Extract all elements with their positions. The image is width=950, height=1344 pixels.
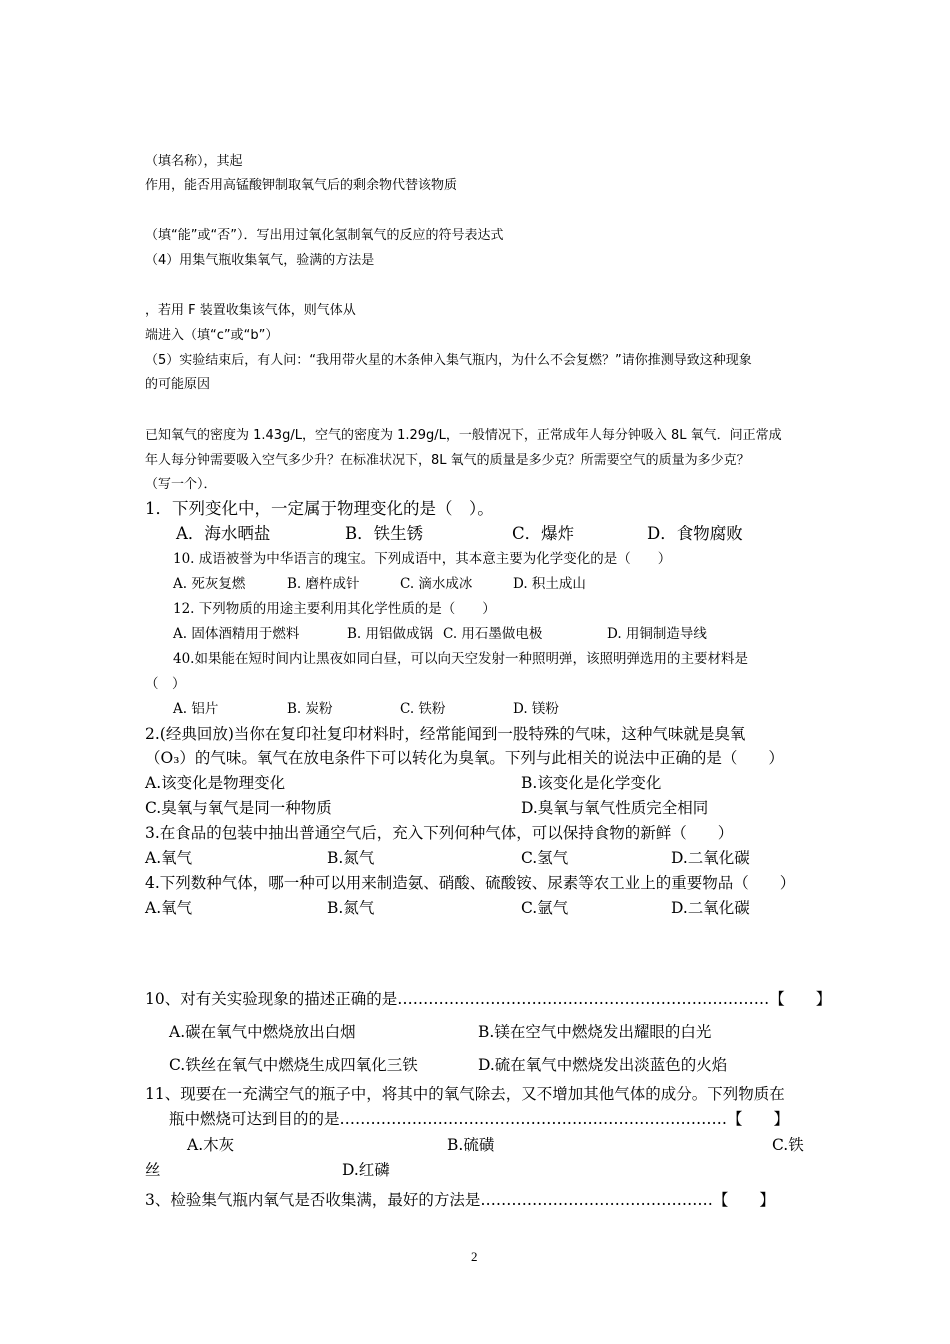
text-line: （4）用集气瓶收集氧气，验满的方法是 bbox=[145, 253, 375, 268]
option-b: B.氮气 bbox=[327, 899, 375, 917]
option-b: B. 用铝做成锅 bbox=[347, 626, 434, 642]
text-line: （填“能”或“否”）．写出用过氧化氢制氧气的反应的符号表达式 bbox=[145, 228, 504, 243]
option-c: C. 铁粉 bbox=[400, 701, 446, 717]
question-11: 11、现要在一充满空气的瓶子中，将其中的氧气除去，又不增加其他气体的成分。下列物质在 bbox=[145, 1085, 785, 1103]
option-c-continued: 丝 bbox=[145, 1161, 161, 1179]
text-line: （5）实验结束后，有人问：“我用带火星的木条伸入集气瓶内，为什么不会复燃？”请你推测导致这种现象 bbox=[145, 353, 752, 368]
option-a: A．海水晒盐 bbox=[176, 524, 271, 543]
text-line: 作用，能否用高锰酸钾制取氧气后的剩余物代替该物质 bbox=[145, 178, 458, 193]
option-c: C．爆炸 bbox=[512, 524, 575, 543]
question-1: 1．下列变化中，一定属于物理变化的是（ ）。 bbox=[145, 499, 494, 518]
option-a: A.氧气 bbox=[145, 899, 193, 917]
option-a: A. 固体酒精用于燃料 bbox=[173, 626, 300, 642]
option-b: B.硫磺 bbox=[447, 1136, 495, 1154]
question-10-idioms: 10. 成语被誉为中华语言的瑰宝。下列成语中，其本意主要为化学变化的是（ ） bbox=[173, 551, 672, 567]
option-d: D.二氧化碳 bbox=[671, 849, 750, 867]
option-b: B. 磨杵成针 bbox=[287, 576, 360, 592]
option-a: A.碳在氧气中燃烧放出白烟 bbox=[169, 1023, 356, 1041]
question-12: 12. 下列物质的用途主要利用其化学性质的是（ ） bbox=[173, 601, 496, 617]
question-3-oxygen-check: 3、检验集气瓶内氧气是否收集满，最好的方法是………………………………………【 】 bbox=[145, 1191, 775, 1209]
option-c: C.铁 bbox=[772, 1136, 804, 1154]
option-d: D.臭氧与氧气性质完全相同 bbox=[521, 799, 709, 817]
option-b: B. 炭粉 bbox=[287, 701, 333, 717]
option-c: C. 用石墨做电极 bbox=[443, 626, 543, 642]
option-c: C.氩气 bbox=[521, 899, 569, 917]
text-line: 已知氧气的密度为 1.43g/L，空气的密度为 1.29g/L，一般情况下，正常成年人每分钟吸入 8L 氧气．问正常成 bbox=[145, 428, 782, 443]
option-b: B.镁在空气中燃烧发出耀眼的白光 bbox=[478, 1023, 712, 1041]
option-c: C.臭氧与氧气是同一种物质 bbox=[145, 799, 332, 817]
text-line: ，若用 F 装置收集该气体，则气体从 bbox=[145, 303, 356, 318]
page-number: 2 bbox=[471, 1249, 478, 1264]
option-d: D. 镁粉 bbox=[513, 701, 559, 717]
question-3: 3.在食品的包装中抽出普通空气后，充入下列何种气体，可以保持食物的新鲜（ ） bbox=[145, 824, 734, 842]
option-c: C.铁丝在氧气中燃烧生成四氧化三铁 bbox=[169, 1056, 418, 1074]
option-a: A.氧气 bbox=[145, 849, 193, 867]
option-b: B.氮气 bbox=[327, 849, 375, 867]
option-d: D．食物腐败 bbox=[647, 524, 743, 543]
text-line: 年人每分钟需要吸入空气多少升？在标准状况下，8L 氧气的质量是多少克？所需要空气的质量为多少克？ bbox=[145, 453, 750, 468]
option-c: C. 滴水成冰 bbox=[400, 576, 473, 592]
option-c: C.氢气 bbox=[521, 849, 569, 867]
option-d: D.二氧化碳 bbox=[671, 899, 750, 917]
option-a: A. 死灰复燃 bbox=[173, 576, 246, 592]
option-d: D. 积土成山 bbox=[513, 576, 586, 592]
question-2-line2: （O₃）的气味。氧气在放电条件下可以转化为臭氧。下列与此相关的说法中正确的是（ ） bbox=[145, 749, 784, 767]
option-a: A. 铝片 bbox=[173, 701, 219, 717]
question-10-experiments: 10、对有关实验现象的描述正确的是………………………………………………………………【 】 bbox=[145, 990, 832, 1008]
text-line: （填名称），其起 bbox=[145, 154, 243, 169]
option-a: A.木灰 bbox=[187, 1136, 235, 1154]
question-11-line2: 瓶中燃烧可达到目的的是…………………………………………………………………【 】 bbox=[169, 1110, 790, 1128]
option-d: D.硫在氧气中燃烧发出淡蓝色的火焰 bbox=[478, 1056, 728, 1074]
option-d: D.红磷 bbox=[342, 1161, 390, 1179]
question-4: 4.下列数种气体，哪一种可以用来制造氨、硝酸、硫酸铵、尿素等农工业上的重要物品（ ） bbox=[145, 874, 796, 892]
option-b: B.该变化是化学变化 bbox=[521, 774, 662, 792]
text-line: 端进入（填“c”或“b”） bbox=[145, 328, 279, 343]
text-line: （写一个）． bbox=[145, 477, 217, 492]
question-40: 40.如果能在短时间内让黑夜如同白昼，可以向天空发射一种照明弹，该照明弹选用的主要材料是 bbox=[173, 651, 748, 667]
option-b: B．铁生锈 bbox=[345, 524, 424, 543]
question-2: 2.(经典回放)当你在复印社复印材料时，经常能闻到一股特殊的气味，这种气味就是臭氧 bbox=[145, 725, 746, 743]
question-40-bracket: （ ） bbox=[145, 676, 186, 692]
text-line: 的可能原因 bbox=[145, 377, 211, 392]
option-d: D. 用铜制造导线 bbox=[607, 626, 707, 642]
option-a: A.该变化是物理变化 bbox=[145, 774, 286, 792]
